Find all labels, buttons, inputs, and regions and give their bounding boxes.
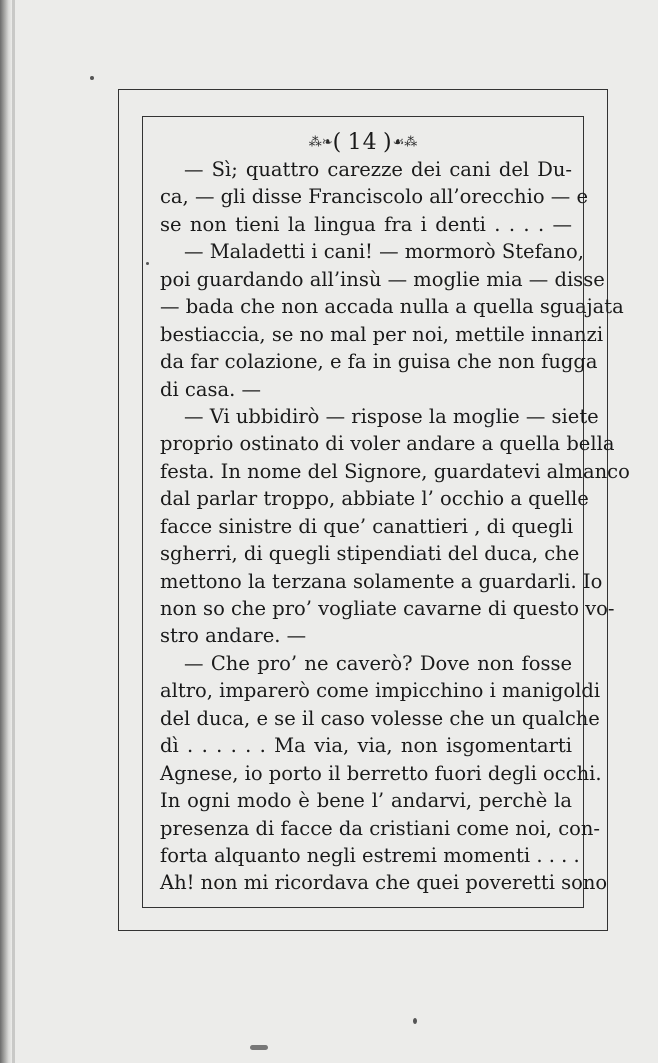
header-left-ornament: ⁂❧ [308, 135, 333, 150]
text-line: proprio ostinato di voler andare a quella bella [160, 432, 615, 456]
text-line: festa. In nome del Signore, guardatevi almanco [160, 459, 630, 483]
paper-speck [90, 76, 94, 80]
text-line: bestiaccia, se no mal per noi, mettile innanzi [160, 322, 604, 346]
text-line: dì . . . . . . Ma via, via, non isgomentarti [160, 734, 572, 758]
page-number: 14 [347, 130, 378, 155]
text-line: In ogni modo è bene l’ andarvi, perchè la [160, 789, 572, 813]
text-line: sgherri, di quegli stipendiati del duca, che [160, 542, 580, 566]
page-header: ⁂❧( 14 )☙⁂ [142, 128, 584, 158]
body-text [160, 156, 630, 897]
text-line: — bada che non accada nulla a quella sguajata [160, 295, 624, 319]
text-line: se non tieni la lingua fra i denti . . . . — [160, 212, 572, 236]
header-right-ornament: ☙⁂ [392, 135, 418, 150]
text-line: del duca, e se il caso volesse che un qualche [160, 706, 600, 730]
text-line: mettono la terzana solamente a guardarli. Io [160, 569, 603, 593]
text-line: dal parlar troppo, abbiate l’ occhio a quelle [160, 487, 589, 511]
text-line: — Maladetti i cani! — mormorò Stefano, [184, 240, 584, 264]
text-line: altro, imparerò come impicchino i manigoldi [160, 679, 601, 703]
text-line: non so che pro’ vogliate cavarne di questo vo- [160, 597, 615, 620]
paper-speck [146, 262, 149, 265]
paper-speck [413, 1018, 417, 1024]
text-line: stro andare. — [160, 624, 307, 648]
text-line: poi guardando all’insù — moglie mia — disse [160, 267, 605, 291]
text-line: — Sì; quattro carezze dei cani del Du- [184, 158, 572, 181]
text-line: facce sinistre di que’ canattieri , di quegli [160, 514, 574, 538]
text-line: di casa. — [160, 377, 261, 401]
paper-speck [250, 1045, 268, 1050]
text-line: ca, — gli disse Franciscolo all’orecchio — e [160, 185, 589, 209]
text-line: da far colazione, e fa in guisa che non fugga [160, 350, 598, 374]
text-line: — Che pro’ ne caverò? Dove non fosse [184, 651, 572, 675]
text-line: Agnese, io porto il berretto fuori degli occhi. [160, 761, 602, 785]
text-line: Ah! non mi ricordava che quei poveretti sono [160, 871, 608, 895]
page-binding-shadow [0, 0, 12, 1063]
text-line: forta alquanto negli estremi momenti . . . . [160, 843, 580, 867]
text-line: — Vi ubbidirò — rispose la moglie — siete [184, 404, 599, 428]
page-binding-edge [12, 0, 15, 1063]
text-line: presenza di facce da cristiani come noi, con- [160, 816, 601, 840]
